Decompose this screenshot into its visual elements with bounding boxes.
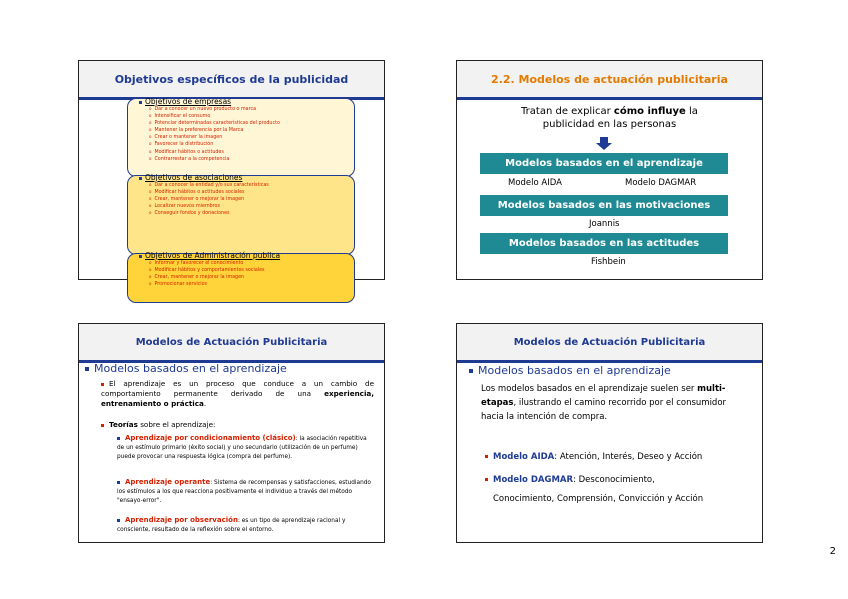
circle-bullet-icon: o	[149, 182, 152, 187]
arrow-down-icon	[596, 137, 612, 150]
bullet-icon	[139, 101, 142, 104]
paragraph-teorias: Teorías sobre el aprendizaje:	[101, 420, 374, 430]
list-item: o Crear, mantener o mejorar la imagen	[149, 274, 245, 281]
bullet-icon	[469, 369, 473, 373]
slide-modelos-actuacion	[456, 60, 763, 280]
circle-bullet-icon: o	[149, 134, 152, 140]
theory-item: Aprendizaje operante: Sistema de recompensas y satisfacciones, estudiando los estímulos a los que reacciona positivamente el individuo a través del método "ensayo-error".	[117, 478, 371, 504]
model-joannis: Joannis	[589, 219, 620, 229]
list-item: o Promocionar servicios	[149, 281, 208, 288]
list-item: o Contrarrestar a la competencia	[149, 155, 230, 162]
circle-bullet-icon: o	[149, 260, 152, 265]
group-empresas	[139, 97, 280, 163]
lead-text: Tratan de explicar cómo influye la publicidad en las personas	[521, 106, 698, 130]
model-dagmar-item: Modelo DAGMAR: Desconocimiento,	[485, 473, 750, 487]
list-item: o Mantener la preferencia por la Marca	[149, 127, 244, 134]
group-title: Objetivos de asociaciones	[145, 173, 243, 182]
list-item: o Dar a conocer un nuevo producto o marca	[149, 106, 257, 112]
bar-actitudes: Modelos basados en las actitudes	[480, 233, 728, 254]
group-title: Objetivos de empresas	[145, 97, 232, 106]
page-number: 2	[829, 546, 836, 557]
list-item: o Conseguir fondos y donaciones	[149, 210, 230, 217]
slide-aprendizaje-teorias	[78, 323, 385, 543]
bullet-icon	[117, 437, 120, 440]
group-asociaciones	[139, 173, 269, 217]
circle-bullet-icon: o	[149, 189, 152, 195]
circle-bullet-icon: o	[149, 106, 152, 111]
paragraph-definicion: El aprendizaje es un proceso que conduce a un cambio de comportamiento permanente derivado de una experiencia, entrenamiento o práctica.	[101, 379, 374, 408]
circle-bullet-icon: o	[149, 210, 152, 216]
slide-title: 2.2. Modelos de actuación publicitaria	[457, 61, 762, 100]
slide-objetivos	[78, 60, 385, 288]
model-dagmar: Modelo DAGMAR	[625, 178, 697, 188]
list-item: o Localizar nuevos miembros	[149, 203, 220, 210]
list-item: o Dar a conocer la entidad y/o sus características	[149, 182, 269, 188]
model-aida: Modelo AIDA	[508, 178, 562, 188]
model-fishbein: Fishbein	[591, 257, 626, 267]
bullet-icon	[485, 478, 488, 481]
circle-bullet-icon: o	[149, 113, 152, 119]
theory-item: Aprendizaje por observación: es un tipo de aprendizaje racional y consciente, resultado de la reflexión sobre el entorno.	[117, 516, 346, 533]
list-item: o Modificar hábitos y comportamientos sociales	[149, 267, 265, 274]
circle-bullet-icon: o	[149, 281, 152, 287]
list-item: o Potenciar determinadas características del producto	[149, 120, 280, 127]
circle-bullet-icon: o	[149, 274, 152, 280]
paragraph-intro: Los modelos basados en el aprendizaje suelen ser multi-etapas, ilustrando el camino recorrido por el consumidor hacia la intención de compra.	[481, 384, 727, 422]
bullet-icon	[101, 424, 104, 427]
list-item: o Crear o mantener la imagen	[149, 134, 223, 141]
bullet-icon	[139, 177, 142, 180]
model-aida-item: Modelo AIDA: Atención, Interés, Deseo y Acción	[485, 450, 750, 464]
bullet-icon	[485, 455, 488, 458]
bar-aprendizaje: Modelos basados en el aprendizaje	[480, 153, 728, 174]
list-item: o Modificar hábitos o actitudes	[149, 148, 224, 155]
circle-bullet-icon: o	[149, 196, 152, 202]
group-title: Objetivos de Administración publica	[145, 251, 281, 260]
list-item: o Informar y favorecer el conocimiento	[149, 260, 244, 266]
circle-bullet-icon: o	[149, 141, 152, 147]
bullet-icon	[139, 255, 142, 258]
slide-title: Objetivos específicos de la publicidad	[79, 61, 384, 100]
section-heading: Modelos basados en el aprendizaje	[469, 364, 671, 377]
list-item: o Intensificar el consumo	[149, 113, 211, 120]
slide-aprendizaje-modelos	[456, 323, 763, 543]
list-item: o Modificar hábitos o actitudes sociales	[149, 189, 245, 196]
circle-bullet-icon: o	[149, 203, 152, 209]
list-item: o Favorecer la distribución	[149, 141, 214, 148]
circle-bullet-icon: o	[149, 127, 152, 133]
section-heading: Modelos basados en el aprendizaje	[85, 362, 287, 375]
slide-title: Modelos de Actuación Publicitaria	[457, 324, 762, 363]
bullet-icon	[117, 519, 120, 522]
bullet-icon	[117, 481, 120, 484]
list-item: o Crear, mantener o mejorar la imagen	[149, 196, 245, 203]
circle-bullet-icon: o	[149, 155, 152, 161]
circle-bullet-icon: o	[149, 148, 152, 154]
model-dagmar-stages: Conocimiento, Comprensión, Convicción y Acción	[493, 494, 704, 504]
circle-bullet-icon: o	[149, 267, 152, 273]
bar-motivaciones: Modelos basados en las motivaciones	[480, 195, 728, 216]
bullet-icon	[101, 383, 104, 386]
bullet-icon	[85, 367, 89, 371]
group-administracion	[139, 251, 280, 288]
slide-title: Modelos de Actuación Publicitaria	[79, 324, 384, 363]
theory-item: Aprendizaje por condicionamiento (clásico): la asociación repetitiva de un estímulo primario (éxito social) y uno secundario (utilización de un perfume) puede provocar una respuesta lógica (compra del perfume).	[117, 434, 367, 460]
circle-bullet-icon: o	[149, 120, 152, 126]
